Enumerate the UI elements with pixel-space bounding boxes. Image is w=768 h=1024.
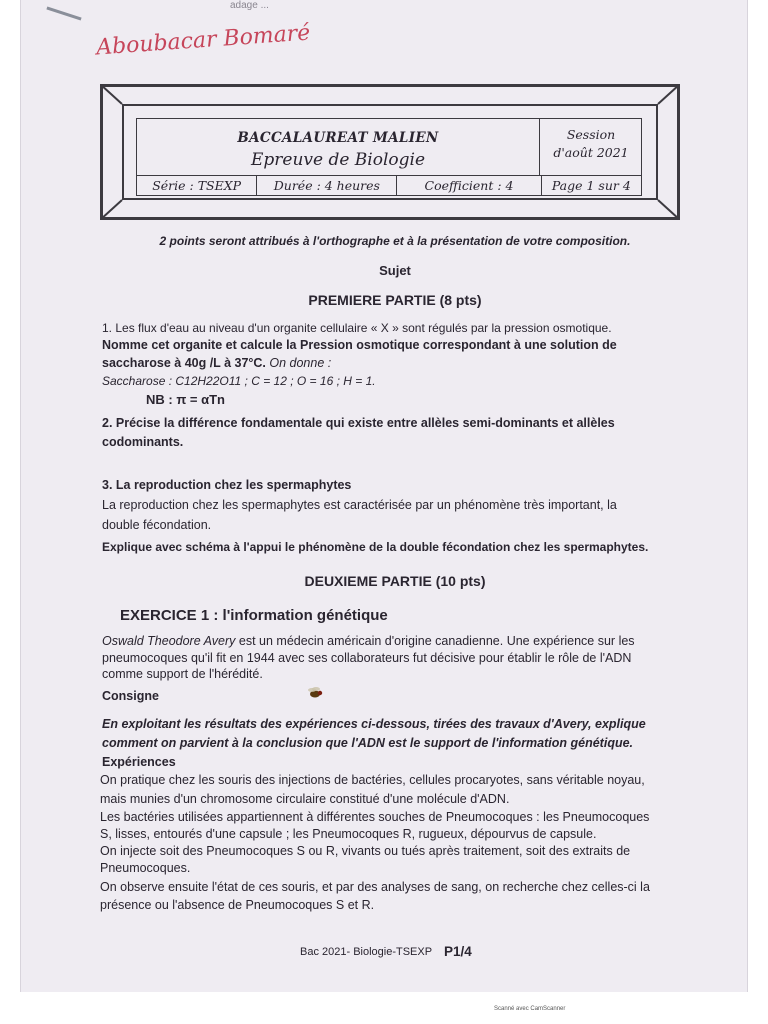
avery-name: Oswald Theodore Avery: [102, 634, 236, 648]
scanner-watermark: Scanné avec CamScanner: [494, 1006, 566, 1012]
q3-line1: La reproduction chez les spermaphytes est caractérisée par un phénomène très important, la: [102, 498, 617, 512]
q2-line1: 2. Précise la différence fondamentale qui existe entre allèles semi-dominants et allèles: [102, 416, 615, 430]
sujet-heading: Sujet: [379, 263, 411, 278]
intro-line1: [102, 633, 635, 650]
consigne-line2: comment on parvient à la conclusion que l'ADN est le support de l'information génétique.: [102, 736, 634, 750]
q1-nb: NB : π = αTn: [146, 392, 225, 407]
footer-page-number: P1/4: [444, 944, 472, 959]
intro-line1-rest: est un médecin américain d'origine canadienne. Une expérience sur les: [235, 634, 635, 648]
fly-on-paper: [306, 686, 324, 700]
q2-line2: codominants.: [102, 435, 184, 449]
page-cell: Page 1 sur 4: [551, 178, 631, 193]
consigne-line1: En exploitant les résultats des expériences ci-dessous, tirées des travaux d'Avery, explique: [102, 717, 646, 731]
coefficient-cell: Coefficient : 4: [397, 176, 541, 195]
q1-line3-bold: saccharose à 40g /L à 37°C.: [102, 356, 266, 370]
q3-line2: double fécondation.: [102, 518, 212, 532]
q1-line3: [102, 355, 331, 372]
session-label: Session: [566, 127, 616, 142]
exam-subtitle: Epreuve de Biologie: [250, 150, 426, 170]
session-date: d'août 2021: [553, 145, 629, 160]
exp-line: S, lisses, entourés d'une capsule ; les Pneumocoques R, rugueux, dépourvus de capsule.: [100, 827, 597, 841]
header-info-row: [136, 176, 642, 196]
intro-line2: pneumocoques qu'il fit en 1944 avec ses collaborateurs fut décisive pour établir le rôle de l'ADN: [102, 651, 632, 665]
q1-formula: Saccharose : C12H22O11 ; C = 12 ; O = 16 ; H = 1.: [102, 374, 376, 388]
exp-line: On injecte soit des Pneumocoques S ou R, vivants ou tués après traitement, soit des extraits de: [100, 844, 631, 858]
session-info: [540, 126, 642, 162]
q3-title: 3. La reproduction chez les spermaphytes: [102, 478, 352, 492]
footer-exam-code: Bac 2021- Biologie-TSEXP: [300, 946, 433, 958]
q1-line3-given: On donne :: [265, 356, 332, 370]
serie-cell: Série : TSEXP: [137, 176, 257, 195]
handwritten-signature: Aboubacar Bomaré: [95, 20, 312, 61]
duree-cell: Durée : 4 heures: [257, 176, 397, 195]
exp-line: présence ou l'absence de Pneumocoques S et R.: [100, 898, 375, 912]
exp-line: On observe ensuite l'état de ces souris, et par des analyses de sang, on recherche chez celles-ci la: [100, 880, 650, 894]
q1-line1: 1. Les flux d'eau au niveau d'un organite cellulaire « X » sont régulés par la pression osmotique.: [102, 321, 612, 335]
intro-line3: comme support de l'hérédité.: [102, 667, 263, 681]
top-scrap-text: adage ...: [230, 0, 269, 11]
exercise1-title: EXERCICE 1 : l'information génétique: [120, 607, 388, 624]
q3-line3: Explique avec schéma à l'appui le phénomène de la double fécondation chez les spermaphytes.: [102, 540, 649, 554]
exp-line: Les bactéries utilisées appartiennent à différentes souches de Pneumocoques : les Pneumocoques: [100, 810, 650, 824]
part1-title: PREMIERE PARTIE (8 pts): [308, 292, 482, 308]
exp-line: Pneumocoques.: [100, 861, 191, 875]
exam-title: BACCALAUREAT MALIEN: [237, 130, 439, 146]
q1-line2: Nomme cet organite et calcule la Pression osmotique correspondant à une solution de: [102, 338, 617, 352]
experiences-title: Expériences: [102, 755, 176, 769]
part2-title: DEUXIEME PARTIE (10 pts): [304, 573, 486, 589]
exp-line: mais munies d'un chromosome circulaire constitué d'une molécule d'ADN.: [100, 792, 510, 806]
consigne-title: Consigne: [102, 689, 159, 703]
orthography-notice: 2 points seront attribués à l'orthographe et à la présentation de votre composition.: [159, 234, 631, 248]
exp-line: On pratique chez les souris des injections de bactéries, cellules procaryotes, sans véritable noyau,: [100, 773, 645, 787]
